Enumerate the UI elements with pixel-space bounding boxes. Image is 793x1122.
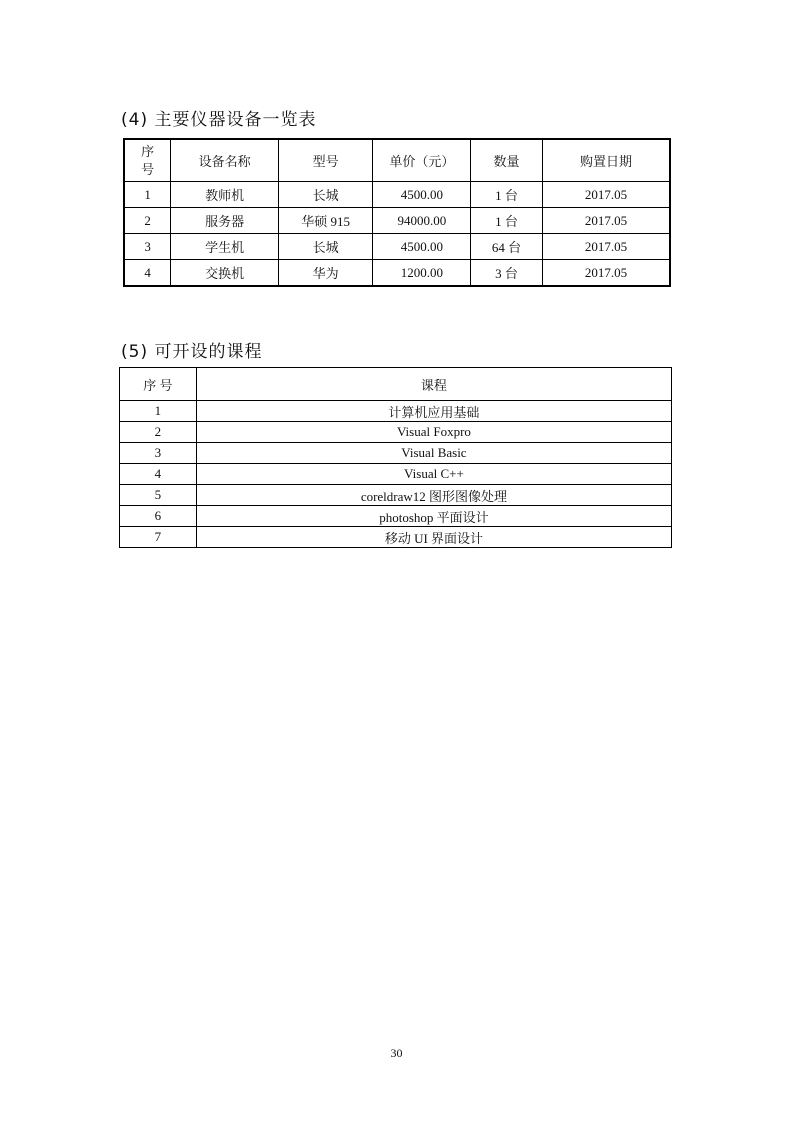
cell-date: 2017.05 [542, 208, 670, 234]
equipment-table-header [124, 139, 670, 182]
table-row [124, 260, 670, 287]
cell-course: photoshop 平面设计 [196, 506, 671, 527]
cell-price: 4500.00 [373, 234, 471, 260]
header-index: 序 号 [120, 368, 197, 401]
cell-course: Visual C++ [196, 464, 671, 485]
cell-name: 服务器 [171, 208, 279, 234]
cell-index: 2 [120, 422, 197, 443]
table-row [124, 234, 670, 260]
table-row [120, 401, 672, 422]
cell-index: 5 [120, 485, 197, 506]
header-index-line1: 序 [141, 143, 155, 159]
cell-date: 2017.05 [542, 260, 670, 287]
cell-course: 计算机应用基础 [196, 401, 671, 422]
cell-name: 交换机 [171, 260, 279, 287]
cell-price: 94000.00 [373, 208, 471, 234]
cell-date: 2017.05 [542, 182, 670, 208]
table-row [120, 443, 672, 464]
courses-section-heading: (5) 可开设的课程 [121, 342, 263, 362]
header-index-line2: 号 [141, 161, 155, 177]
cell-index: 4 [120, 464, 197, 485]
cell-qty: 1 台 [471, 208, 543, 234]
courses-table [119, 367, 672, 548]
cell-price: 1200.00 [373, 260, 471, 287]
cell-name: 学生机 [171, 234, 279, 260]
cell-qty: 3 台 [471, 260, 543, 287]
cell-date: 2017.05 [542, 234, 670, 260]
cell-index: 3 [120, 443, 197, 464]
page-number: 30 [390, 1046, 403, 1060]
cell-qty: 64 台 [471, 234, 543, 260]
cell-course: 移动 UI 界面设计 [196, 527, 671, 548]
equipment-section-heading: (4) 主要仪器设备一览表 [121, 110, 317, 130]
header-qty: 数量 [471, 139, 543, 182]
cell-model: 长城 [278, 182, 373, 208]
header-name: 设备名称 [171, 139, 279, 182]
cell-index: 4 [124, 260, 171, 287]
cell-index: 1 [124, 182, 171, 208]
header-price: 单价（元） [373, 139, 471, 182]
cell-index: 1 [120, 401, 197, 422]
table-row [124, 208, 670, 234]
courses-table-header [120, 368, 672, 401]
table-row [120, 464, 672, 485]
cell-model: 华硕 915 [278, 208, 373, 234]
cell-index: 7 [120, 527, 197, 548]
table-row [120, 485, 672, 506]
header-index [124, 139, 171, 182]
cell-model: 长城 [278, 234, 373, 260]
cell-course: coreldraw12 图形图像处理 [196, 485, 671, 506]
cell-index: 6 [120, 506, 197, 527]
header-date: 购置日期 [542, 139, 670, 182]
header-model: 型号 [278, 139, 373, 182]
table-row [120, 506, 672, 527]
cell-model: 华为 [278, 260, 373, 287]
cell-course: Visual Basic [196, 443, 671, 464]
table-row [120, 422, 672, 443]
cell-course: Visual Foxpro [196, 422, 671, 443]
table-row [120, 527, 672, 548]
equipment-table [123, 138, 671, 287]
cell-index: 3 [124, 234, 171, 260]
table-row [124, 182, 670, 208]
header-course: 课程 [196, 368, 671, 401]
cell-index: 2 [124, 208, 171, 234]
cell-name: 教师机 [171, 182, 279, 208]
cell-qty: 1 台 [471, 182, 543, 208]
cell-price: 4500.00 [373, 182, 471, 208]
